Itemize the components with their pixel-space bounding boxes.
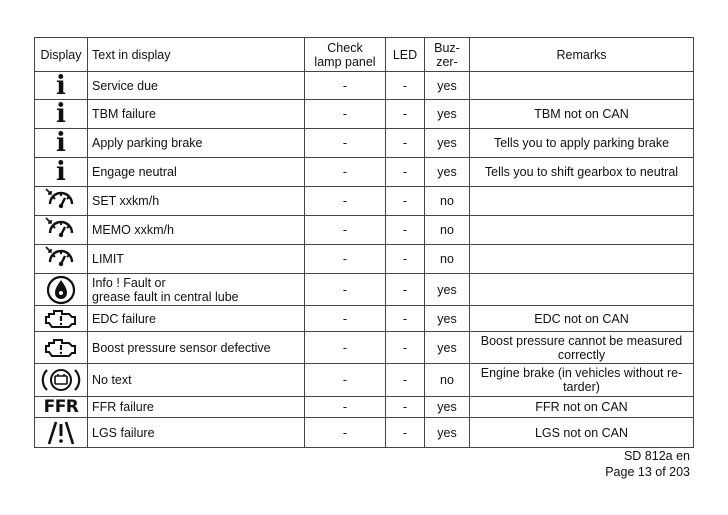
col-header-check-lamp-line1: Check (327, 40, 363, 55)
table-row (35, 274, 694, 306)
ffr-icon: FFR (43, 397, 79, 417)
table-row (35, 100, 694, 129)
row-remark (470, 187, 694, 216)
row-text: FFR failure (88, 397, 305, 418)
row-text: Service due (88, 72, 305, 100)
row-text: Apply parking brake (88, 129, 305, 158)
row-led: - (386, 72, 425, 100)
row-remark-line1: Boost pressure cannot be measured (480, 333, 683, 348)
row-check-lamp: - (305, 129, 386, 158)
row-buzzer: yes (425, 274, 470, 306)
row-led: - (386, 216, 425, 245)
row-led: - (386, 332, 425, 364)
row-text: MEMO xxkm/h (88, 216, 305, 245)
col-header-buzzer-line2: zer- (436, 54, 458, 69)
lane-warning-icon (44, 420, 78, 446)
row-check-lamp: - (305, 397, 386, 418)
row-remark-line2: tarder) (563, 380, 600, 394)
table-row (35, 364, 694, 397)
table-header-row (35, 38, 694, 72)
col-header-text: Text in display (88, 38, 305, 72)
row-buzzer: no (425, 187, 470, 216)
document-id: SD 812a en (623, 449, 690, 463)
table-row (35, 72, 694, 100)
row-text-line1: Info ! Fault or (92, 275, 166, 290)
col-header-buzzer-line1: Buz- (434, 40, 460, 55)
row-text (88, 274, 305, 306)
row-remark: EDC not on CAN (470, 306, 694, 332)
table-row (35, 418, 694, 448)
row-check-lamp: - (305, 274, 386, 306)
row-remark: TBM not on CAN (470, 100, 694, 129)
row-text: Engage neutral (88, 158, 305, 187)
row-check-lamp: - (305, 187, 386, 216)
display-messages-table (34, 37, 694, 448)
row-remark (470, 72, 694, 100)
row-remark: Tells you to shift gearbox to neutral (470, 158, 694, 187)
row-text: LGS failure (88, 418, 305, 448)
row-text: SET xxkm/h (88, 187, 305, 216)
row-buzzer: yes (425, 72, 470, 100)
table-row (35, 332, 694, 364)
row-buzzer: yes (425, 100, 470, 129)
engine-warning-icon (42, 308, 80, 330)
row-text: EDC failure (88, 306, 305, 332)
row-check-lamp: - (305, 245, 386, 274)
row-remark (470, 332, 694, 364)
info-icon: i (56, 128, 66, 158)
row-buzzer: yes (425, 129, 470, 158)
row-remark: LGS not on CAN (470, 418, 694, 448)
speedometer-icon (43, 246, 79, 272)
row-buzzer: yes (425, 306, 470, 332)
row-remark-line1: Engine brake (in vehicles without re- (480, 366, 683, 380)
row-check-lamp: - (305, 158, 386, 187)
row-text-line2: grease fault in central lube (92, 289, 239, 304)
row-text: TBM failure (88, 100, 305, 129)
table-row (35, 187, 694, 216)
speedometer-icon (43, 217, 79, 243)
row-remark (470, 216, 694, 245)
page-footer (605, 448, 690, 480)
row-remark: Tells you to apply parking brake (470, 129, 694, 158)
row-buzzer: no (425, 364, 470, 397)
row-led: - (386, 245, 425, 274)
row-led: - (386, 364, 425, 397)
row-buzzer: yes (425, 332, 470, 364)
row-check-lamp: - (305, 72, 386, 100)
row-check-lamp: - (305, 332, 386, 364)
row-remark (470, 364, 694, 397)
row-led: - (386, 418, 425, 448)
row-buzzer: no (425, 245, 470, 274)
row-led: - (386, 187, 425, 216)
row-check-lamp: - (305, 306, 386, 332)
row-led: - (386, 306, 425, 332)
row-remark: FFR not on CAN (470, 397, 694, 418)
row-remark (470, 274, 694, 306)
table-row (35, 129, 694, 158)
info-icon: i (56, 70, 66, 101)
row-text: Boost pressure sensor defective (88, 332, 305, 364)
col-header-buzzer (425, 38, 470, 72)
row-led: - (386, 274, 425, 306)
row-text: LIMIT (88, 245, 305, 274)
row-check-lamp: - (305, 100, 386, 129)
col-header-check-lamp (305, 38, 386, 72)
row-remark-line2: correctly (557, 347, 606, 362)
row-led: - (386, 129, 425, 158)
engine-warning-icon (42, 337, 80, 359)
engine-brake-icon (41, 365, 81, 395)
speedometer-icon (43, 188, 79, 214)
row-led: - (386, 158, 425, 187)
row-check-lamp: - (305, 216, 386, 245)
col-header-check-lamp-line2: lamp panel (314, 54, 376, 69)
table-row (35, 306, 694, 332)
row-check-lamp: - (305, 364, 386, 397)
col-header-remarks: Remarks (470, 38, 694, 72)
row-buzzer: yes (425, 418, 470, 448)
row-buzzer: no (425, 216, 470, 245)
row-led: - (386, 100, 425, 129)
row-led: - (386, 397, 425, 418)
table-row (35, 245, 694, 274)
table-row (35, 216, 694, 245)
central-lube-icon (45, 275, 77, 305)
row-buzzer: yes (425, 158, 470, 187)
row-buzzer: yes (425, 397, 470, 418)
row-remark (470, 245, 694, 274)
col-header-display: Display (35, 38, 88, 72)
table-row (35, 158, 694, 187)
info-icon: i (56, 99, 66, 129)
row-check-lamp: - (305, 418, 386, 448)
row-text: No text (88, 364, 305, 397)
col-header-led: LED (386, 38, 425, 72)
info-icon: i (56, 157, 66, 187)
table-row (35, 397, 694, 418)
page-number: Page 13 of 203 (605, 465, 690, 479)
